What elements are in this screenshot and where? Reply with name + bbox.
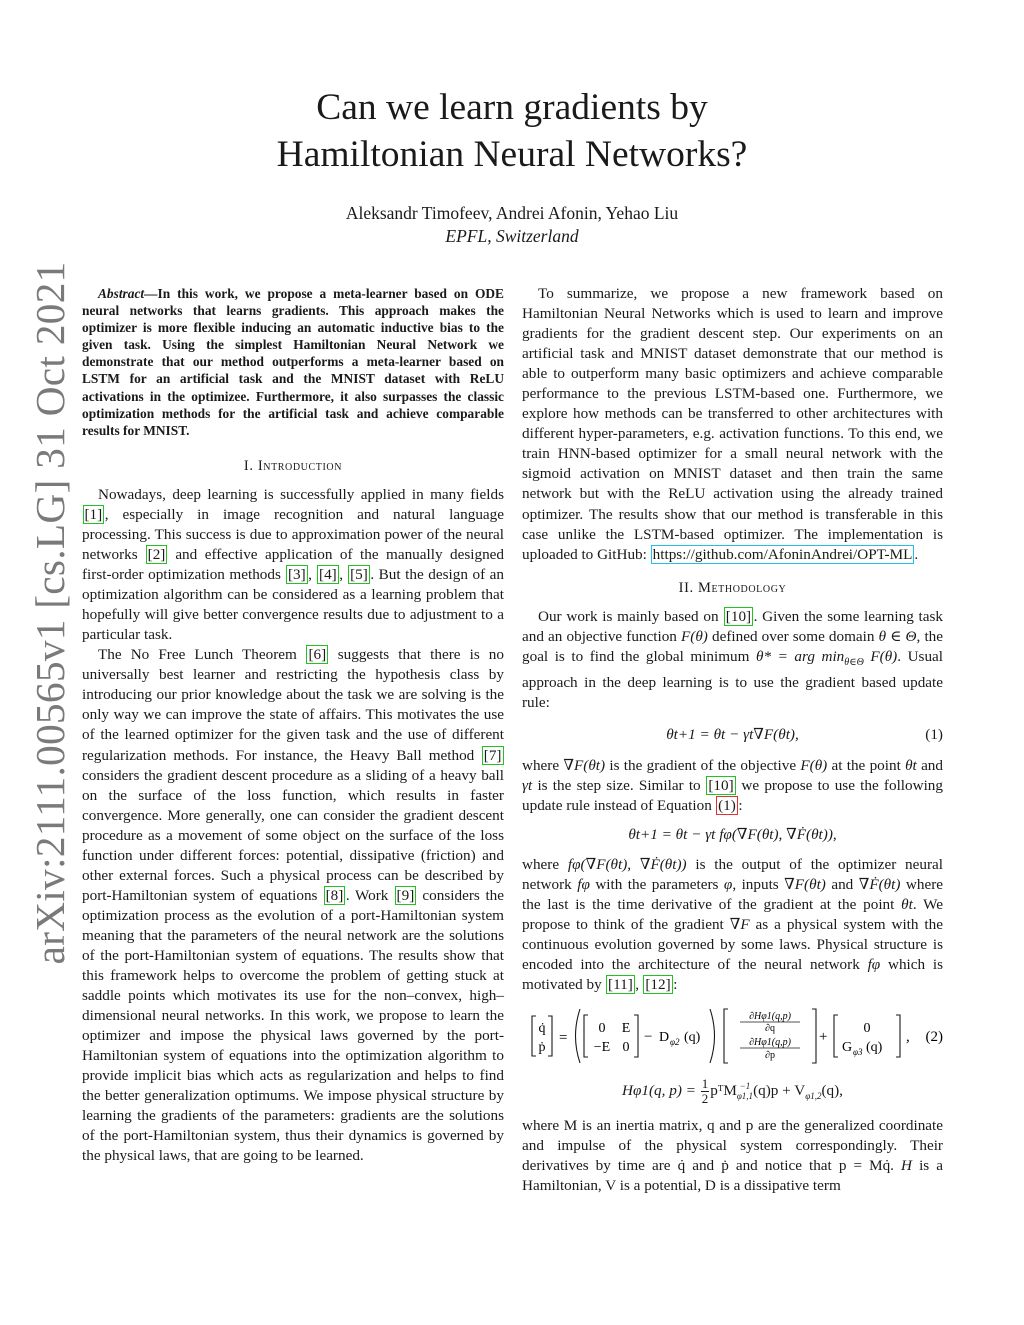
citation-link[interactable]: [11] xyxy=(608,976,633,994)
abstract xyxy=(82,285,504,439)
eq2-lhs-top: q̇ xyxy=(538,1020,546,1036)
eq2-d: D xyxy=(659,1029,670,1045)
eq2-grad-top-den: ∂q xyxy=(765,1022,775,1034)
svg-text:=: = xyxy=(559,1029,568,1046)
eq2-vec-bottom-arg: (q) xyxy=(866,1039,883,1055)
intro-paragraph-1: Nowadays, deep learning is successfully applied in many fields [1] , especially in image recognition and natural language processing. This success is due to approximation power of the neural networks [2] and effective application of the manually designed first-order optimization methods [3] , [4] , [5] . But the design of an optimization algorithm can be considered as a learning problem that hopefully will give better convergence results due to adjustment to a particular task. xyxy=(82,485,505,644)
methodology-paragraph-4: where M is an inertia matrix, q and p are the generalized coordinate and impulse of the physical system correspondingly. Their derivatives by time are q̇ and ṗ and notice that p = Mq̇. H is a Hamiltonian, V is a potential, D is a dissipative term xyxy=(522,1116,943,1194)
eq2-m12: E xyxy=(621,1020,631,1036)
title-line-1: Can we learn gradients by xyxy=(316,87,708,128)
citation-link[interactable]: [1] xyxy=(84,505,103,523)
eq2-lhs-bottom: ṗ xyxy=(538,1039,546,1055)
eq2-grad-bot-den: ∂p xyxy=(765,1049,775,1061)
methodology-paragraph-1: Our work is mainly based on [10] . Given the some learning task and an objective function F(θ) defined over some domain θ ∈ Θ, the goal is to find the global minimum θ* = arg $\min_{\theta\in\Theta} F(\theta)$. Usual approach in the deep learning is to use the gradient based update rule: xyxy=(522,607,944,711)
equation-body: θt+1 = θt − γt∇F(θt), xyxy=(666,725,799,743)
summary-paragraph: To summarize, we propose a new framework based on Hamiltonian Neural Networks which is used to learn and improve gradients for the gradient descent step. Our experiments on an artificial task and MNIST dataset demonstrate that our method is able to outperform many basic optimizers and achieve comparable performance to the previous LSTM-based one. Furthermore, we explore how methods can be transferred to other architectures with different hyper-parameters, e.g. activation functions. To this end, we train HNN-based optimizer for a small neural network with the sigmoid activation on MNIST dataset and then train the same network but with the ReLU activation using the already trained optimizer. The results show that our method is transferable in this case unlike the LSTM-based optimizer. The implementation is uploaded to GitHub: https://github.com/AfoninAndrei/OPT-ML . xyxy=(522,285,943,563)
equation-link[interactable]: (1) xyxy=(718,797,736,815)
svg-text:−: − xyxy=(644,1028,653,1045)
equation-body: θt+1 = θt − γt fφ(∇F(θt), ∇Ḟ(θt)), xyxy=(628,826,837,844)
section-title: Methodology xyxy=(697,579,787,596)
hamiltonian-equation: Hφ1(q, p) = $\frac{1}{2}$ pᵀM −1 φ1,1 $(q)p + V_{\varphi 1,2}(q)$, xyxy=(622,1075,843,1106)
abstract-text: In this work, we propose a meta-learner based on ODE neural networks that learns gradients. This approach makes the optimizer is more flexible inducing an automatic inductive bias to the given task. Using the simplest Hamiltonian Neural Network we demonstrate that our method outperforms a meta-learner based on LSTM for an artificial task and the MNIST dataset with ReLU activations in the optimizee. Furthermore, it also surpasses the classic optimization methods for the artificial task and achieve comparable results for MNIST. xyxy=(82,286,504,438)
eq2-m11: 0 xyxy=(598,1020,606,1036)
citation-link[interactable]: [7] xyxy=(483,746,502,764)
paper-title xyxy=(162,84,862,178)
affiliation: EPFL, Switzerland xyxy=(445,226,579,246)
citation-link[interactable]: [2] xyxy=(147,546,166,564)
citation-link[interactable]: [9] xyxy=(396,886,415,904)
svg-text:+: + xyxy=(819,1028,828,1045)
methodology-paragraph-2: where ∇F(θt) is the gradient of the objective F(θ) at the point θt and γt is the step size. Similar to [10] we propose to use the following update rule instead of Equation (1) : xyxy=(522,757,943,815)
citation-link[interactable]: [8] xyxy=(325,886,344,904)
eq2-d-sub: φ2 xyxy=(670,1036,680,1047)
right-column xyxy=(522,284,943,1196)
eq2-vec-bottom: G xyxy=(842,1039,853,1055)
equation-2 xyxy=(522,1005,943,1067)
title-line-2: Hamiltonian Neural Networks? xyxy=(276,134,748,175)
citation-link[interactable]: [10] xyxy=(708,777,734,795)
citation-link[interactable]: [5] xyxy=(350,566,368,584)
citation-link[interactable]: [12] xyxy=(645,976,671,994)
section-heading-methodology xyxy=(522,578,943,598)
eq2-vec-bottom-sub: φ3 xyxy=(853,1046,863,1057)
citation-link[interactable]: [4] xyxy=(319,566,337,584)
math-inline: θ* = arg min xyxy=(756,647,845,665)
equation-number: (2) xyxy=(925,1028,943,1045)
section-number: II. xyxy=(678,579,694,596)
math-subscript: θ∈Θ xyxy=(844,656,864,668)
math-inline: θ ∈ Θ xyxy=(878,627,917,645)
svg-text:,: , xyxy=(906,1028,910,1045)
math-inline: F(θ) xyxy=(863,647,898,665)
math-inline: F(θ) xyxy=(681,627,708,645)
equation-number: (1) xyxy=(925,725,943,743)
update-rule-equation xyxy=(522,825,943,845)
equation-1 xyxy=(522,725,943,745)
citation-link[interactable]: [6] xyxy=(308,646,327,664)
authors: Aleksandr Timofeev, Andrei Afonin, Yehao Liu xyxy=(345,203,679,223)
citation-link[interactable]: [10] xyxy=(725,607,752,625)
eq2-grad-top-num: ∂Hφ1(q,p) xyxy=(749,1010,791,1022)
eq2-grad-bot-num: ∂Hφ1(q,p) xyxy=(749,1036,791,1048)
section-title: Introduction xyxy=(257,457,343,474)
arxiv-identifier: arXiv:2111.00565v1 [cs.LG] 31 Oct 2021 xyxy=(27,261,73,965)
abstract-label: Abstract— xyxy=(98,286,158,301)
eq2-m22: 0 xyxy=(622,1039,630,1055)
section-number: I. xyxy=(243,457,254,474)
intro-paragraph-2: The No Free Lunch Theorem [6] suggests that there is no universally best learner and restricting the hypothesis class by introducing our prior knowledge about the task we are solving is the only way we can improve the state of affairs. This motivates the use of the learned optimizer for the given task and the use of different regularization methods. For instance, the Heavy Ball method [7] considers the gradient descent procedure as a sliding of a heavy ball on the surface of the loss function, which results in faster convergence. More generally, one can consider the gradient descent procedure as a movement of some object on the surface of the loss function under different forces: potential, dissipative (friction) and other external forces. Such a physical process can be described by port-Hamiltonian system of equations [8] . Work [9] considers the optimization process as the evolution of a port-Hamiltonian system meaning that the parameters of the neural network are the solutions of the port-Hamiltonian system of equations. The results show that this framework helps to overcome the problem of getting stuck at saddle points which motivates its use for the non–convex, high–dimensional neural networks. In this work, we propose to learn the optimizer and impose the physical laws governed by the port-Hamiltonian system of equations into the optimization algorithm to provide implicit bias which acts as regularization and helps to find the better generalization optimums. We impose physical structure by learning the gradients of the parameters: gradients are the solutions of the port-Hamiltonian system, thus their dynamics is governed by the physical laws, that are going to be learned. xyxy=(82,646,504,1165)
citation-link[interactable]: [3] xyxy=(287,566,306,584)
eq2-m21: −E xyxy=(593,1039,611,1055)
methodology-paragraph-3: where fφ(∇F(θt), ∇Ḟ(θt)) is the output of the optimizer neural network fφ with the parameters φ, inputs ∇F(θt) and ∇Ḟ(θt) where the last is the time derivative of the gradient at the point θt. We propose to think of the gradient ∇F as a physical system with the continuous evolution governed by some laws. Physical structure is encoded into the architecture of the neural network fφ which is motivated by [11] , [12] : xyxy=(522,856,943,994)
github-link[interactable]: https://github.com/AfoninAndrei/OPT-ML xyxy=(652,545,913,563)
section-heading-introduction xyxy=(82,456,504,476)
eq2-vec-top: 0 xyxy=(863,1020,871,1036)
left-column xyxy=(82,284,504,1166)
eq2-d-arg: (q) xyxy=(684,1029,701,1045)
